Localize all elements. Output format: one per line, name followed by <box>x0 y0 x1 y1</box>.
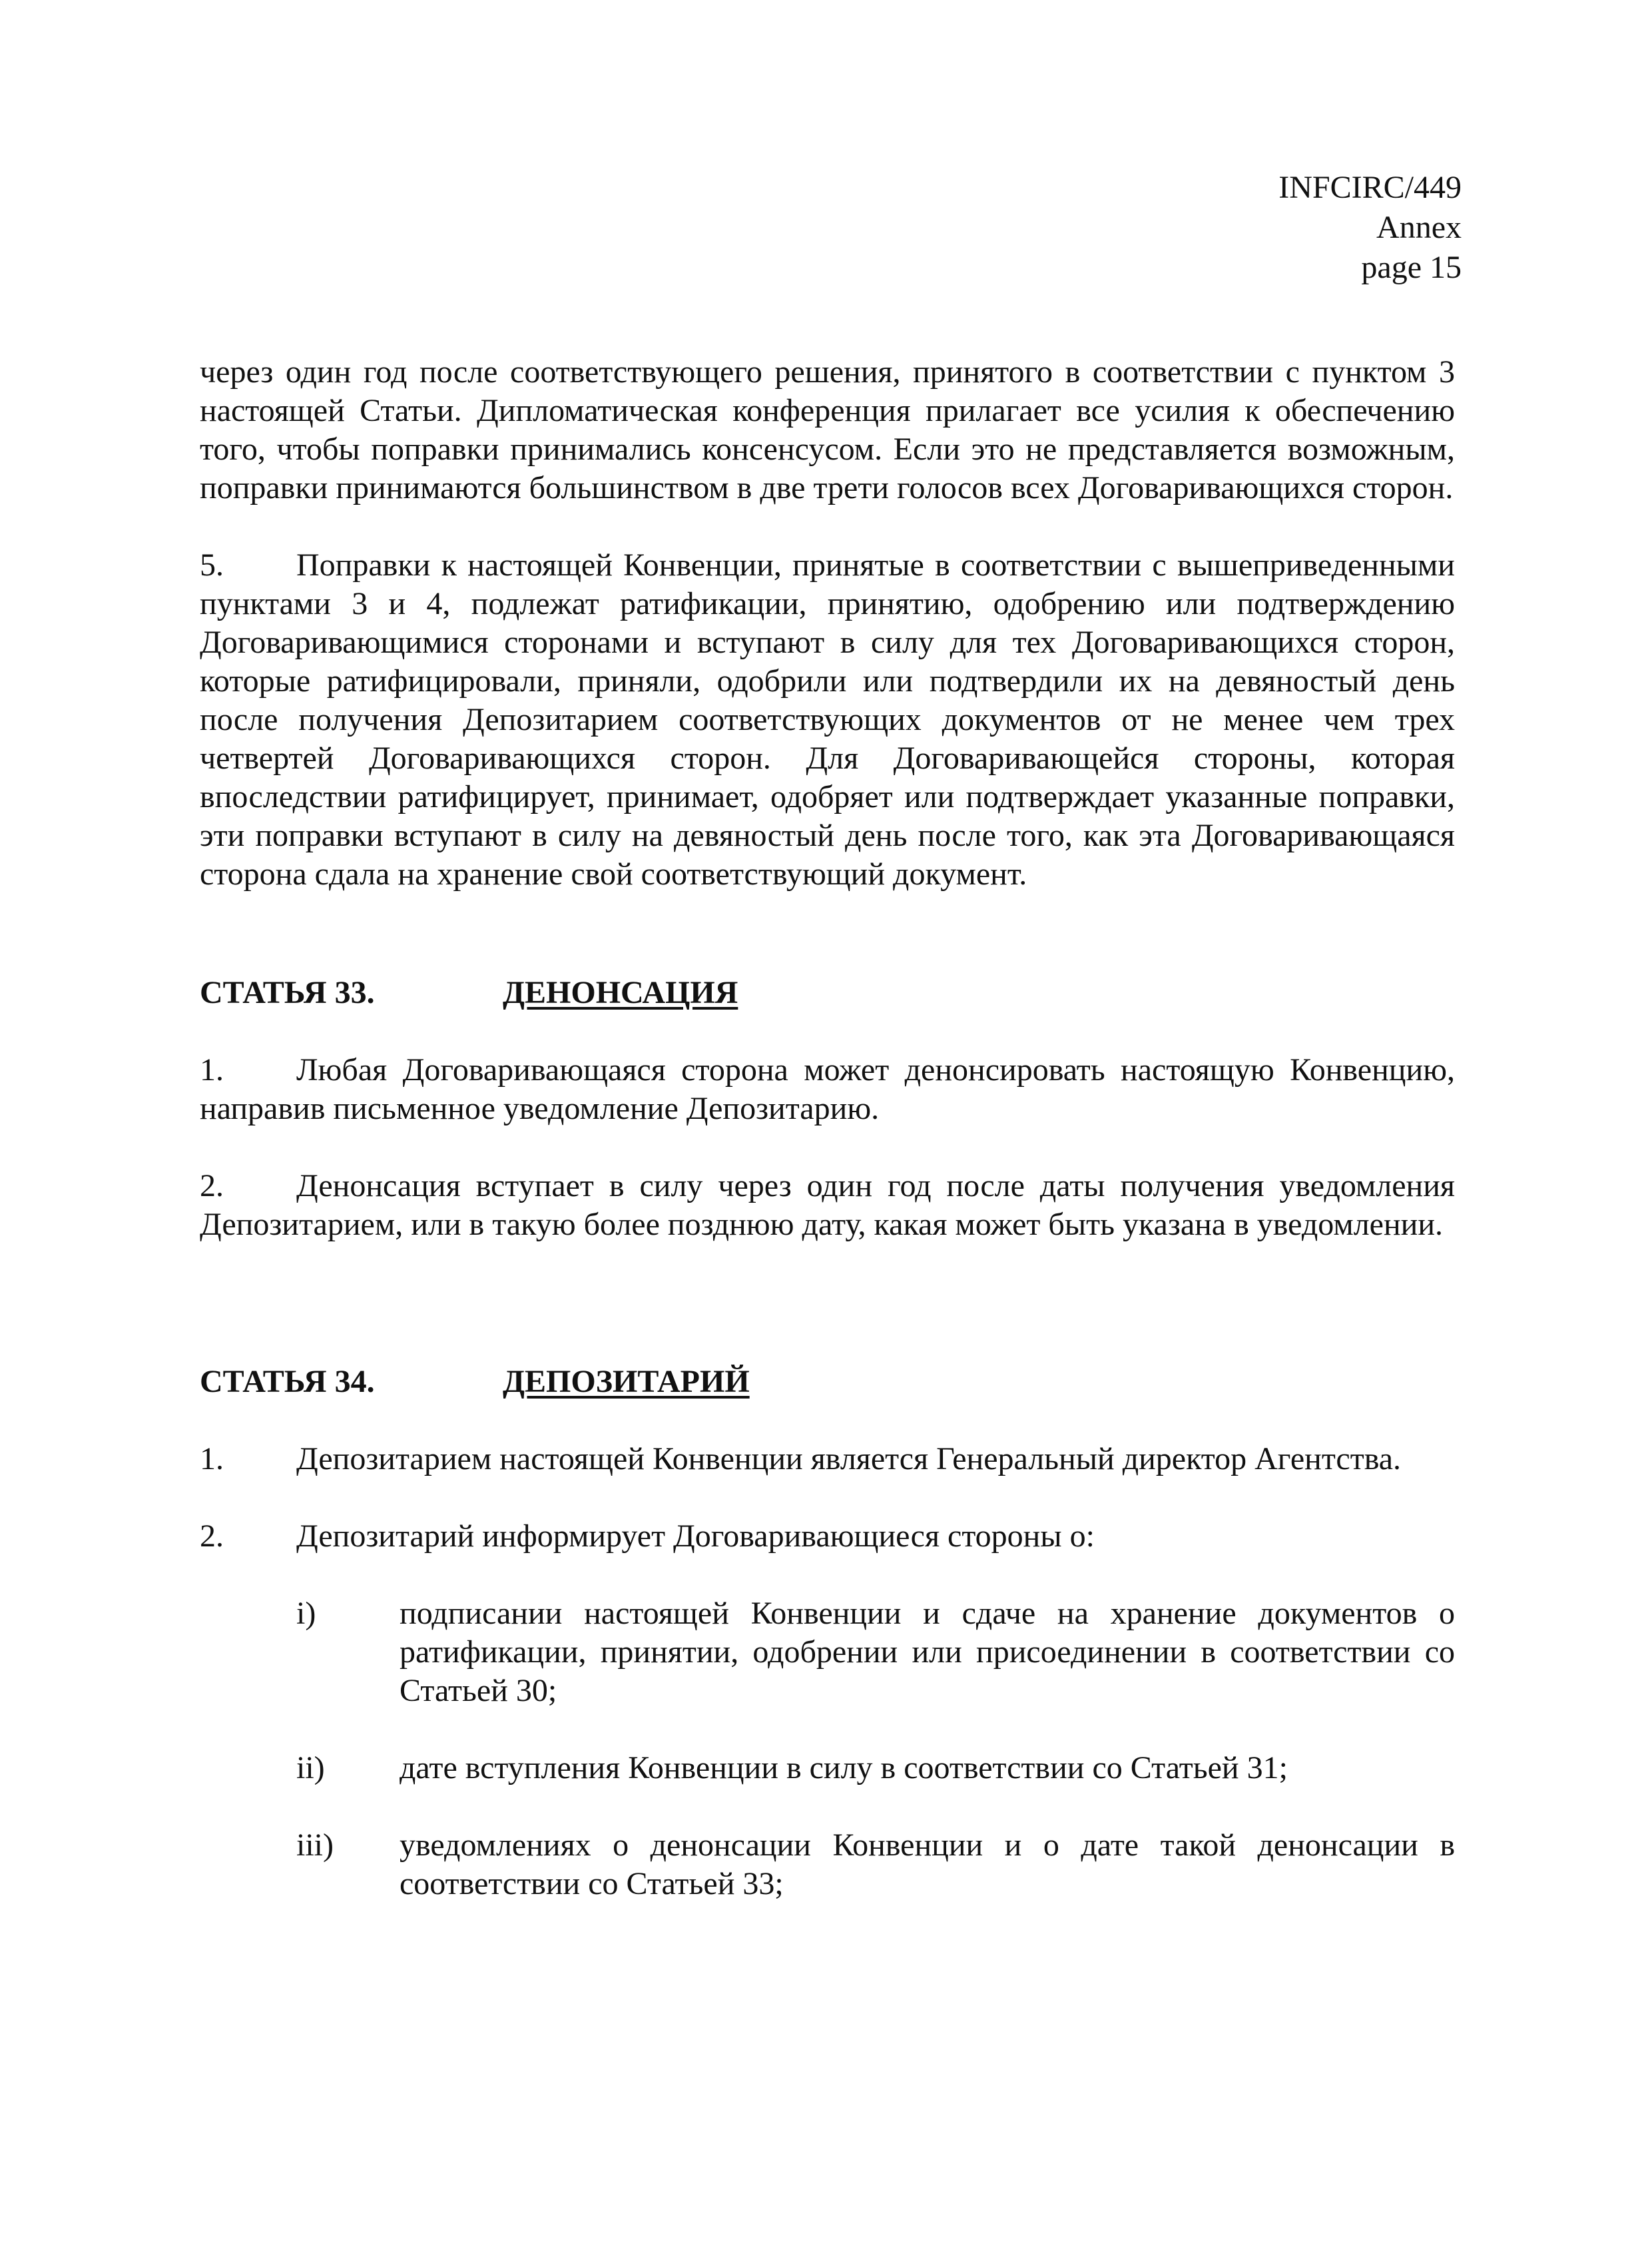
page-number: page 15 <box>1361 250 1462 285</box>
article-33-paragraph-1 <box>200 1051 1455 1128</box>
page-header <box>1278 168 1462 288</box>
article-title: ДЕПОЗИТАРИЙ <box>503 1364 750 1399</box>
paragraph-number: 2. <box>200 1518 224 1554</box>
article-title: ДЕНОНСАЦИЯ <box>503 975 738 1010</box>
article-34-paragraph-2 <box>200 1517 1455 1556</box>
paragraph-number: 1. <box>200 1052 224 1088</box>
list-item-text: дате вступления Конвенции в силу в соответствии со Статьей 31; <box>400 1750 1288 1785</box>
article-34-heading <box>200 1363 1455 1401</box>
paragraph-text: Депозитарий информирует Договаривающиеся стороны о: <box>296 1518 1095 1554</box>
list-item-text: уведомлениях о денонсации Конвенции и о дате такой денонсации в соответствии со Статьей 33; <box>400 1827 1455 1901</box>
paragraph-number: 1. <box>200 1441 224 1476</box>
article-label: СТАТЬЯ 34. <box>200 1364 375 1399</box>
paragraph-text: Поправки к настоящей Конвенции, принятые в соответствии с вышеприведенными пунктами 3 и 4, подлежат ратификации, принятию, одобрению или подтверждению Договаривающимися сторонами и вступают в силу для тех Договаривающихся сторон, которые ратифицировали, приняли, одобрили или подтвердили их на девяностый день после получения Депозитарием соответствующих документов от не менее чем трех четвертей Договаривающихся сторон. Для Договаривающейся стороны, которая впоследствии ратифицирует, принимает, одобряет или подтверждает указанные поправки, эти поправки вступают в силу на девяностый день после того, как эта Договаривающаяся сторона сдала на хранение свой соответствующий документ. <box>200 547 1455 892</box>
paragraph-text: Денонсация вступает в силу через один год после даты получения уведомления Депозитарием, или в такую более позднюю дату, какая может быть указана в уведомлении. <box>200 1168 1455 1242</box>
article-33-heading <box>200 974 1455 1012</box>
list-item-ii <box>200 1749 1455 1787</box>
list-item-label: ii) <box>296 1750 325 1785</box>
list-item-label: iii) <box>296 1827 334 1863</box>
paragraph-text: Депозитарием настоящей Конвенции является Генеральный директор Агентства. <box>296 1441 1402 1476</box>
document-code: INFCIRC/449 <box>1278 170 1462 205</box>
article-label: СТАТЬЯ 33. <box>200 975 375 1010</box>
paragraph-text: Любая Договаривающаяся сторона может денонсировать настоящую Конвенцию, направив письменное уведомление Депозитарию. <box>200 1052 1455 1126</box>
paragraph-number: 5. <box>200 547 224 583</box>
paragraph-number: 2. <box>200 1168 224 1203</box>
paragraph-5 <box>200 546 1455 894</box>
list-item-i <box>200 1594 1455 1710</box>
annex-label: Annex <box>1376 210 1462 245</box>
list-item-iii <box>200 1826 1455 1903</box>
document-body <box>200 353 1455 1903</box>
list-item-text: подписании настоящей Конвенции и сдаче на хранение документов о ратификации, принятии, одобрении или присоединении в соответствии со Статьей 30; <box>400 1596 1455 1708</box>
continued-paragraph: через один год после соответствующего решения, принятого в соответствии с пунктом 3 настоящей Статьи. Дипломатическая конференция прилагает все усилия к обеспечению того, чтобы поправки принимались консенсусом. Если это не представляется возможным, поправки принимаются большинством в две трети голосов всех Договаривающихся сторон. <box>200 354 1455 505</box>
article-34-paragraph-1 <box>200 1440 1455 1478</box>
article-33-paragraph-2 <box>200 1167 1455 1244</box>
list-item-label: i) <box>296 1596 316 1631</box>
